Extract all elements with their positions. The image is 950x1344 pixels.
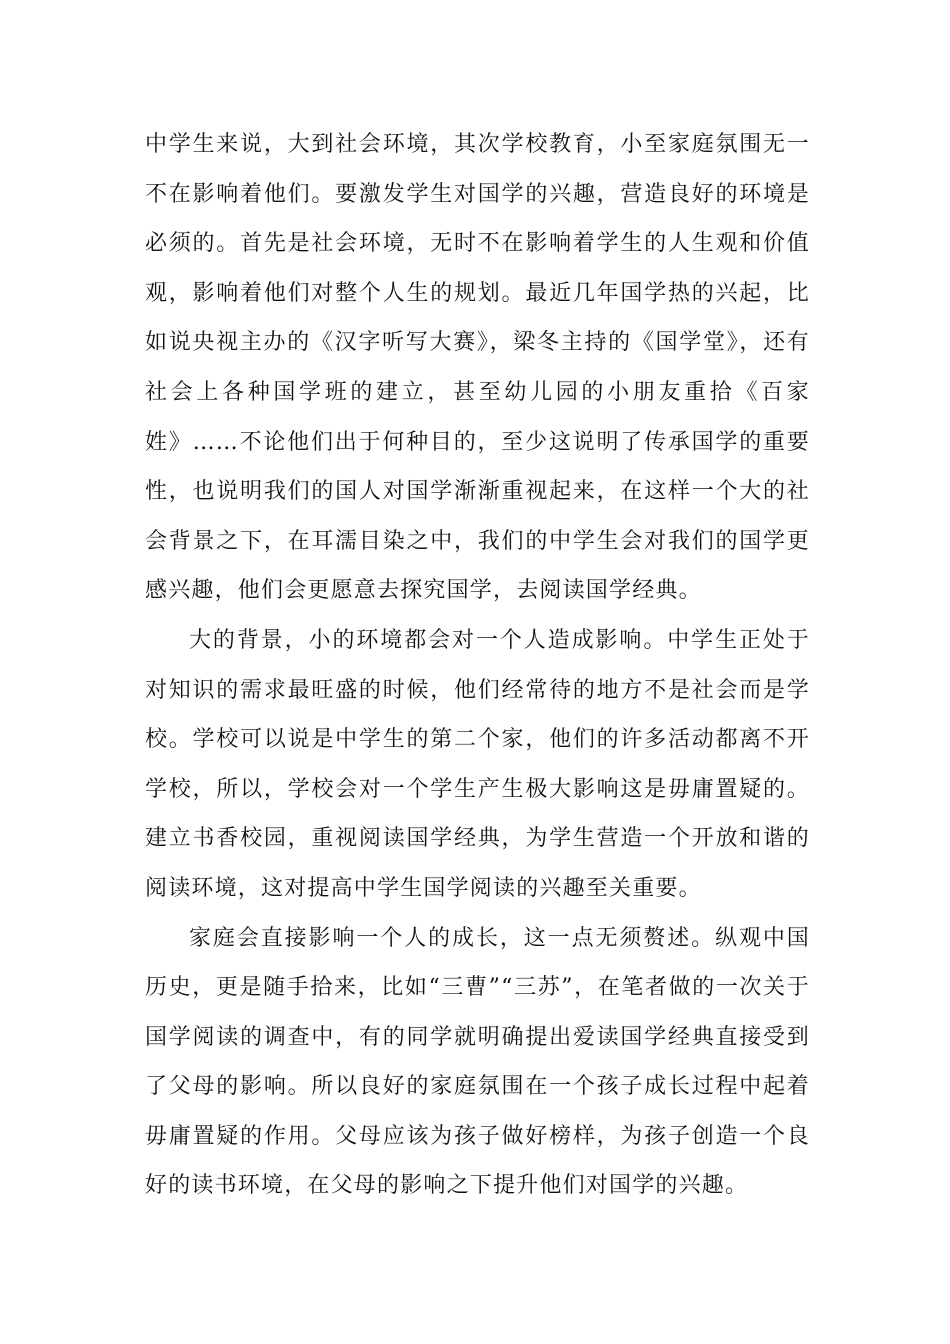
paragraph-continuation: 中学生来说，大到社会环境，其次学校教育，小至家庭氛围无一不在影响着他们。要激发学生对国学的兴趣，营造良好的环境是必须的。首先是社会环境，无时不在影响着学生的人生观和价值观，影响着他们对整个人生的规划。最近几年国学热的兴起，比如说央视主办的《汉字听写大赛》，梁冬主持的《国学堂》，还有社会上各种国学班的建立，甚至幼儿园的小朋友重拾《百家姓》……不论他们出于何种目的，至少这说明了传承国学的重要性，也说明我们的国人对国学渐渐重视起来，在这样一个大的社会背景之下，在耳濡目染之中，我们的中学生会对我们的国学更感兴趣，他们会更愿意去探究国学，去阅读国学经典。 <box>145 132 810 604</box>
document-body <box>145 120 810 1211</box>
paragraph-family-environment: 家庭会直接影响一个人的成长，这一点无须赘述。纵观中国历史，更是随手拾来，比如“三曹”“三苏”，在笔者做的一次关于国学阅读的调查中，有的同学就明确提出爱读国学经典直接受到了父母的影响。所以良好的家庭氛围在一个孩子成长过程中起着毋庸置疑的作用。父母应该为孩子做好榜样，为孩子创造一个良好的读书环境，在父母的影响之下提升他们对国学的兴趣。 <box>145 925 810 1199</box>
paragraph-school-environment: 大的背景，小的环境都会对一个人造成影响。中学生正处于对知识的需求最旺盛的时候，他们经常待的地方不是社会而是学校。学校可以说是中学生的第二个家，他们的许多活动都离不开学校，所以，学校会对一个学生产生极大影响这是毋庸置疑的。建立书香校园，重视阅读国学经典，为学生营造一个开放和谐的阅读环境，这对提高中学生国学阅读的兴趣至关重要。 <box>145 627 810 901</box>
